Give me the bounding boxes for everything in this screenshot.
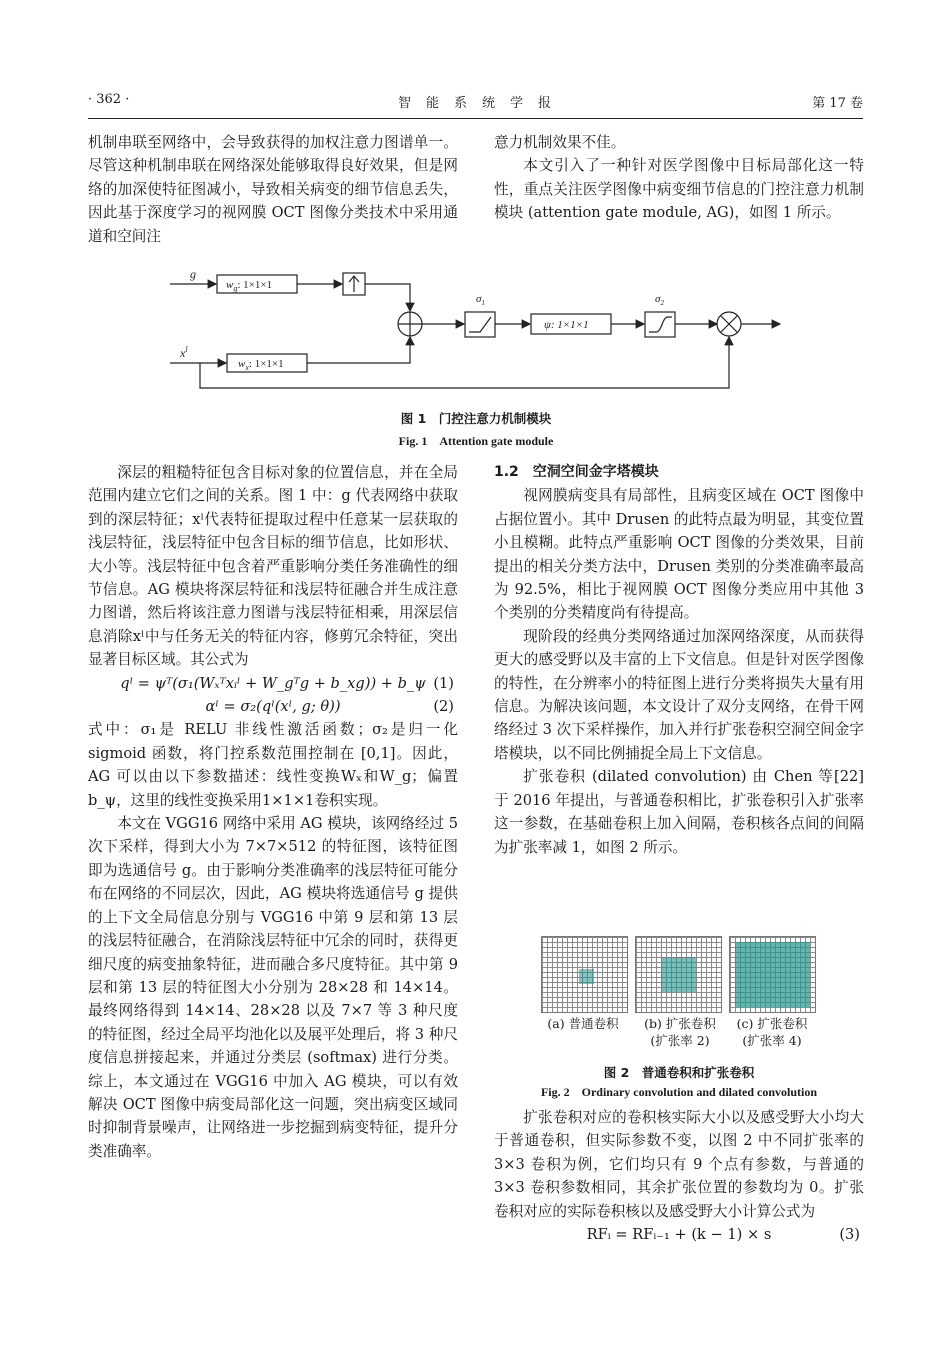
- upsample-to-sum: [365, 284, 410, 311]
- relu-icon: [469, 317, 491, 332]
- fig2-caption-en: Fig. 2 Ordinary convolution and dilated convolution: [540, 1085, 818, 1099]
- x-label: $x^l$: [180, 345, 188, 360]
- fig2-caption-cn: 图 2 普通卷积和扩张卷积: [603, 1065, 755, 1080]
- wx-to-sum: [307, 337, 410, 363]
- right-bottom-text: [494, 1106, 864, 1246]
- paragraph: 意力机制效果不佳。: [494, 134, 626, 151]
- paragraph: 现阶段的经典分类网络通过加深网络深度，从而获得更大的感受野以及丰富的上下文信息。但是针对医学图像的特性，在分辨率小的特征图上进行分类将损失大量有用信息。为解决该问题，本文设计了双分支网络，在骨干网络经过 3 次下采样操作，加入并行扩张卷积空洞空间金字塔模块，以不同比例捕捉全局上下文信息。: [494, 627, 864, 762]
- grid-dilated-conv-2: [635, 936, 722, 1013]
- equation-2: αˡ = σ₂(qˡ(xˡ, g; θ)) (2): [205, 698, 454, 716]
- g-label: g: [190, 267, 196, 281]
- sigmoid-icon: [649, 317, 672, 332]
- fig1-caption-en: Fig. 1 Attention gate module: [398, 434, 554, 448]
- sigma2-label: $\sigma_2$: [655, 293, 664, 307]
- wx-label: $w_x$: 1×1×1: [238, 358, 284, 372]
- wg-label: $w_g$: 1×1×1: [226, 279, 273, 293]
- upsample-arrow-icon: [349, 276, 359, 292]
- psi-label: ψ: 1×1×1: [544, 319, 589, 331]
- paragraph: 扩张卷积 (dilated convolution) 由 Chen 等[22]于 2016 年提出，与普通卷积相比，扩张卷积引入扩张率这一参数，在基础卷积上加入间隔，卷积核各点间的间隔为扩张率减 1，如图 2 所示。: [494, 768, 864, 856]
- paragraph: 深层的粗糙特征包含目标对象的位置信息，并在全局范围内建立它们之间的关系。图 1 中：g 代表网络中获取到的深层特征；xˡ代表特征提取过程中任意某一层获取的浅层特征，浅层特征中包含目标的细节信息，比如形状、大小等。浅层特征中包含着严重影响分类任务准确性的细节信息。AG 模块将深层特征和浅层特征融合并生成注意力图谱，然后将该注意力图谱与浅层特征相乘，用深层信息消除xˡ中与任务无关的特征内容，修剪冗余特征，突出显著目标区域。其公式为: [88, 464, 458, 669]
- paragraph: 本文在 VGG16 网络中采用 AG 模块，该网络经过 5 次下采样，得到大小为 7×7×512 的特征图，该特征图即为选通信号 g。由于影响分类准确率的浅层特征可能分布在网络的不同层次，因此，AG 模块将选通信号 g 提供的上下文全局信息分别与 VGG16 中第 9 层和第 13 层的浅层特征融合，在消除浅层特征中冗余的同时，获得更细尺度的病变抽象特征，进而融合多尺度特征。其中第 9 层和第 13 层的特征图大小分别为 28×28 和 14×14。最终网络得到 14×14、28×28 以及 7×7 等 3 种尺度的特征图，经过全局平均池化以及展平处理后，将 3 种尺度信息拼接起来，并通过分类层 (softmax) 进行分类。综上，本文通过在 VGG16 中加入 AG 模块，可以有效解决 OCT 图像中病变局部化这一问题，突出病变区域同时抑制背景噪声，让网络进一步挖掘到病变特征，提升分类准确率。: [88, 815, 458, 1160]
- equation-3: RFᵢ = RFᵢ₋₁ + (k − 1) × s (3): [586, 1226, 860, 1244]
- paragraph: 本文引入了一种针对医学图像中目标局部化这一特性，重点关注医学图像中病变细节信息的门控注意力机制模块 (attention gate module, AG)，如图 1 所示。: [494, 157, 864, 222]
- volume-label: 第 17 卷: [812, 96, 863, 111]
- paragraph: 式中：σ₁是 RELU 非线性激活函数；σ₂是归一化 sigmoid 函数，将门控系数范围控制在 [0,1]。因此，AG 可以由以下参数描述：线性变换Wₓ和W_g；偏置b_ψ，这里的线性变换采用1×1×1卷积实现。: [88, 721, 458, 809]
- relu-box: [465, 312, 495, 337]
- right-top-text: [494, 131, 864, 225]
- fig1-caption-cn: 图 1 门控注意力机制模块: [400, 411, 552, 426]
- header-rule: [88, 118, 863, 119]
- paragraph: 视网膜病变具有局部性，且病变区域在 OCT 图像中占据位置小。其中 Drusen 的此特点最为明显，其变位置小且模糊。此特点严重影响 OCT 图像的分类效果，目前提出的相关分类方法中，Drusen 类别的分类准确率最高为 92.5%，相比于视网膜 OCT 图像分类应用中其他 3 个类别的分类精度尚有待提高。: [494, 487, 864, 622]
- page-number: · 362 ·: [88, 92, 130, 107]
- grid-dilated-conv-4: [729, 936, 816, 1013]
- sigma1-label: $\sigma_1$: [476, 293, 485, 307]
- fig2-sub-b: (b) 扩张卷积 (扩张率 2): [644, 1016, 716, 1048]
- right-main-text: [494, 461, 864, 859]
- journal-name: 智 能 系 统 学 报: [397, 96, 552, 111]
- left-top-text: [88, 131, 458, 248]
- grid-ordinary-conv: [541, 936, 628, 1013]
- fig2-sub-c: (c) 扩张卷积 (扩张率 4): [736, 1016, 808, 1048]
- fig2-sub-a: (a) 普通卷积: [547, 1016, 619, 1031]
- equation-1: qˡ = ψᵀ(σ₁(Wₓᵀxᵢˡ + W_gᵀg + b_xg)) + b_ψ (1): [120, 674, 454, 692]
- left-main-text: [88, 461, 458, 1163]
- sigmoid-box: [645, 312, 675, 337]
- attention-gate-diagram: [160, 262, 800, 397]
- paragraph: 机制串联至网络中，会导致获得的加权注意力图谱单一。尽管这种机制串联在网络深处能够取得良好效果，但是网络的加深使特征图减小，导致相关病变的细节信息丢失，因此基于深度学习的视网膜 OCT 图像分类技术中采用通道和空间注: [88, 134, 458, 245]
- section-heading: 1.2 空洞空间金字塔模块: [494, 464, 659, 480]
- paragraph: 扩张卷积对应的卷积核实际大小以及感受野大小均大于普通卷积，但实际参数不变，以图 2 中不同扩张率的 3×3 卷积为例，它们均只有 9 个点有参数，与普通的 3×3 卷积参数相同，其余扩张位置的参数均为 0。扩张卷积对应的实际卷积核以及感受野大小计算公式为: [494, 1109, 864, 1220]
